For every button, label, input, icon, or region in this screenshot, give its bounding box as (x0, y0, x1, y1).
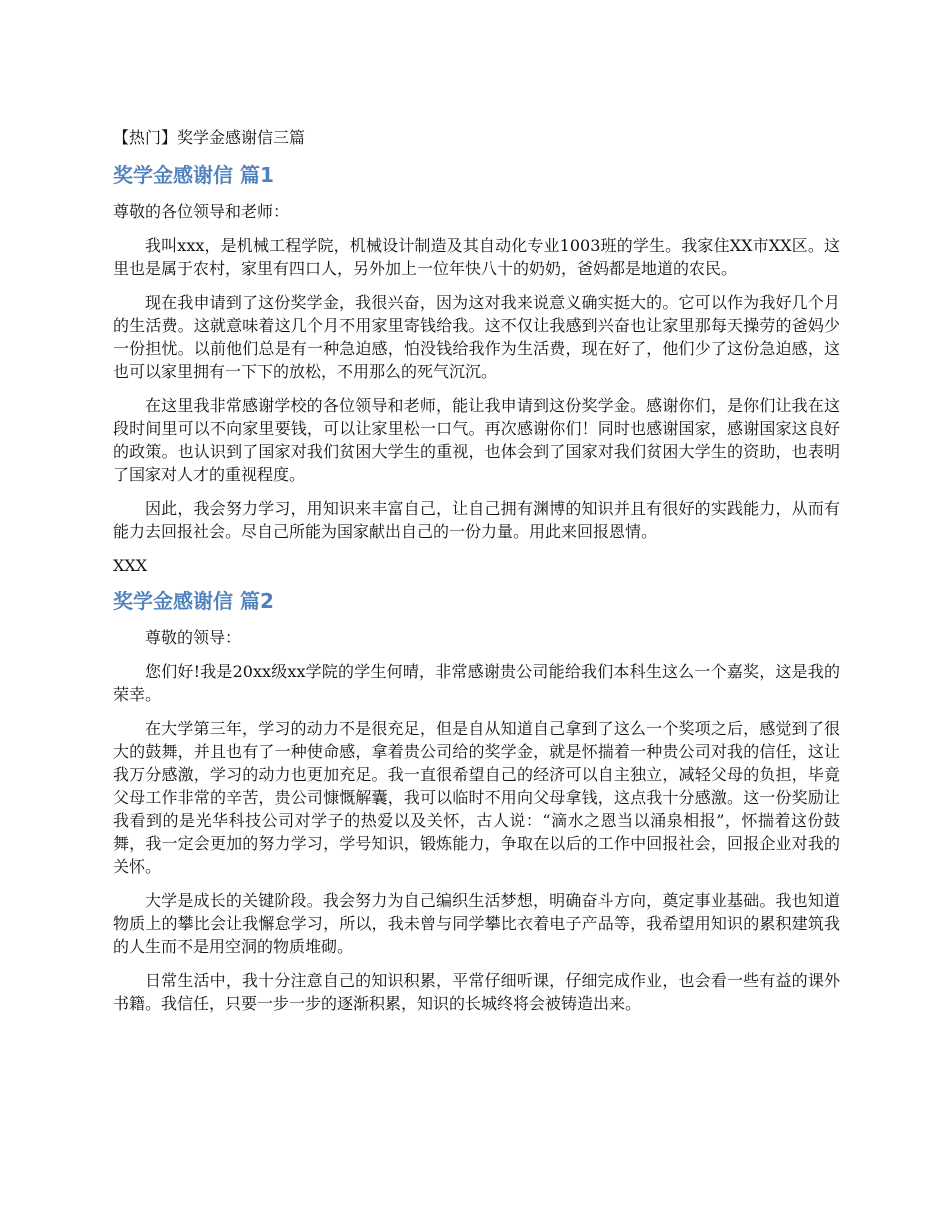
letter1-paragraph-4: 因此，我会努力学习，用知识来丰富自己，让自己拥有渊博的知识并且有很好的实践能力，从而有能力去回报社会。尽自己所能为国家献出自己的一份力量。用此来回报恩情。 (113, 499, 840, 541)
letter2-paragraph-4: 日常生活中，我十分注意自己的知识积累，平常仔细听课，仔细完成作业，也会看一些有益的课外书籍。我信任，只要一步一步的逐渐积累，知识的长城终将会被铸造出来。 (113, 971, 840, 1013)
letter2-paragraph-3: 大学是成长的关键阶段。我会努力为自己编织生活梦想，明确奋斗方向，奠定事业基础。我也知道物质上的攀比会让我懈怠学习，所以，我未曾与同学攀比衣着电子产品等，我希望用知识的累积建筑我的人生而不是用空洞的物质堆砌。 (113, 891, 840, 956)
letter1-paragraph-3: 在这里我非常感谢学校的各位领导和老师，能让我申请到这份奖学金。感谢你们，是你们让我在这段时间里可以不向家里要钱，可以让家里松一口气。再次感谢你们！同时也感谢国家，感谢国家这良好的政策。也认识到了国家对我们贫困大学生的重视，也体会到了国家对我们贫困大学生的资助，也表明了国家对人才的重视程度。 (113, 396, 840, 484)
letter2-paragraph-1: 您们好!我是20xx级xx学院的学生何晴，非常感谢贵公司能给我们本科生这么一个嘉奖，这是我的荣幸。 (113, 662, 840, 704)
letter1-paragraph-1: 我叫xxx，是机械工程学院，机械设计制造及其自动化专业1003班的学生。我家住XX市XX区。这里也是属于农村，家里有四口人，另外加上一位年快八十的奶奶，爸妈都是地道的农民。 (113, 236, 840, 278)
letter1-signature: XXX (113, 556, 148, 575)
document-page (113, 125, 840, 1026)
letter2-heading: 奖学金感谢信 篇2 (113, 589, 274, 613)
letter2-paragraph-2: 在大学第三年，学习的动力不是很充足，但是自从知道自己拿到了这么一个奖项之后，感觉到了很大的鼓舞，并且也有了一种使命感，拿着贵公司给的奖学金，就是怀揣着一种贵公司对我的信任，这让我万分感激，学习的动力也更加充足。我一直很希望自己的经济可以自主独立，减轻父母的负担，毕竟父母工作非常的辛苦，贵公司慷慨解囊，我可以临时不用向父母拿钱，这点我十分感激。这一份奖励让我看到的是光华科技公司对学子的热爱以及关怀，古人说：“滴水之恩当以涌泉相报”，怀揣着这份鼓舞，我一定会更加的努力学习，学号知识，锻炼能力，争取在以后的工作中回报社会，回报企业对我的关怀。 (113, 719, 840, 876)
letter2-salutation: 尊敬的领导： (145, 628, 242, 647)
document-title: 【热门】奖学金感谢信三篇 (113, 128, 306, 147)
letter1-heading: 奖学金感谢信 篇1 (113, 163, 274, 187)
letter1-paragraph-2: 现在我申请到了这份奖学金，我很兴奋，因为这对我来说意义确实挺大的。它可以作为我好几个月的生活费。这就意味着这几个月不用家里寄钱给我。这不仅让我感到兴奋也让家里那每天操劳的爸妈少一份担忧。以前他们总是有一种急迫感，怕没钱给我作为生活费，现在好了，他们少了这份急迫感，这也可以家里拥有一下下的放松，不用那么的死气沉沉。 (113, 293, 840, 381)
letter1-salutation: 尊敬的各位领导和老师： (113, 202, 290, 221)
